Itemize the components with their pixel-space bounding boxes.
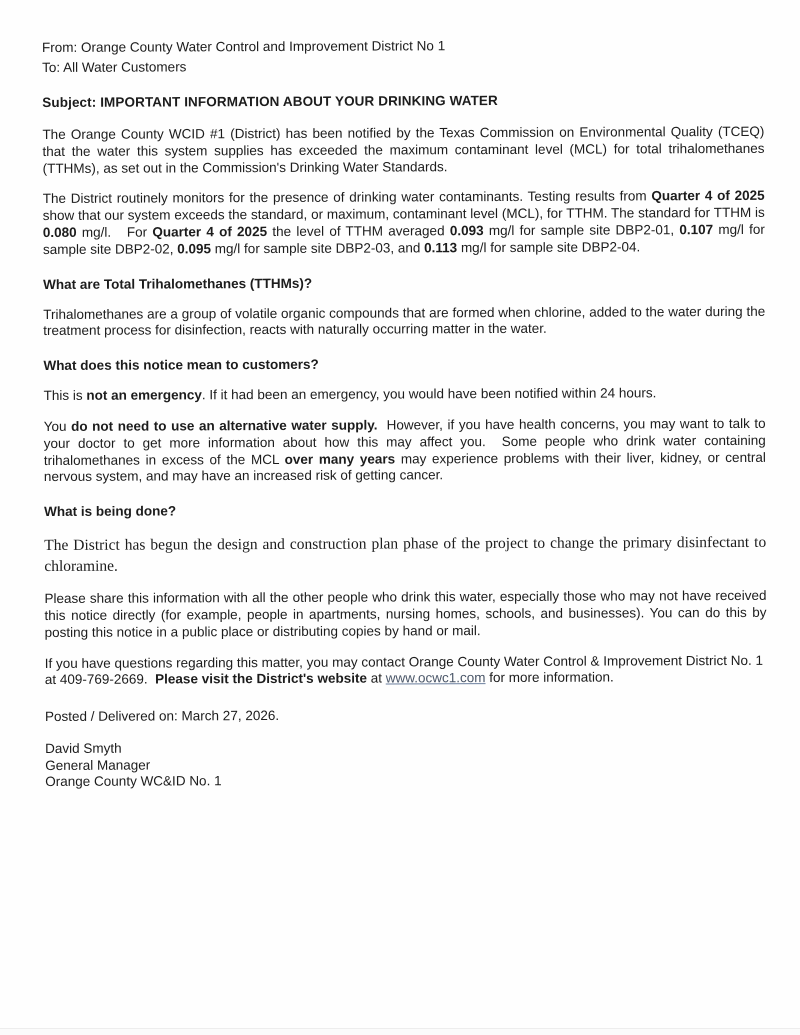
from-line: From: Orange County Water Control and Improvement District No 1 — [42, 38, 446, 55]
heading-notice-meaning: What does this notice mean to customers? — [43, 356, 319, 374]
letter-content — [42, 35, 771, 791]
paragraph-action-taken: The District has begun the design and construction plan phase of the project to change the primary disinfectant to chloramine. — [44, 533, 771, 576]
signature-title: General Manager — [45, 757, 151, 773]
paragraph-contact-info: If you have questions regarding this matter, you may contact Orange County Water Control & Improvement District No. 1 at 409-769-2669. Please visit the District's website at www.ocwc1.com for more information. — [44, 652, 767, 688]
paragraph-not-emergency: This is not an emergency. If it had been an emergency, you would have been notified within 24 hours. — [43, 385, 657, 404]
signature-name: David Smyth — [45, 740, 122, 757]
paragraph-share-info: Please share this information with all the other people who drink this water, especially those who may not have received this notice directly (for example, people in apartments, nursing homes, schools, and businesses). You can do this by posting this notice in a public place or distributing copies by hand or mail. — [44, 587, 771, 640]
posted-date-line: Posted / Delivered on: March 27, 2026. — [44, 708, 280, 725]
paragraph-test-results: The District routinely monitors for the presence of drinking water contaminants. Testing results from Quarter 4 of 2025 show that our system exceeds the standard, or maximum, contaminant level (MCL), for TTHM. The standard for TTHM is 0.080 mg/l. For Quarter 4 of 2025 the level of TTHM averaged 0.093 mg/l for sample site DBP2-01, 0.107 mg/l for sample site DBP2-02, 0.095 mg/l for sample site DBP2-03, and 0.113 mg/l for sample site DBP2-04. — [42, 188, 769, 257]
district-website-link[interactable]: www.ocwc1.com — [385, 670, 486, 686]
paragraph-tthm-definition: Trihalomethanes are a group of volatile organic compounds that are formed when chlorine, added to the water during the treatment process for disinfection, reacts with naturally occurring matter in the water. — [43, 303, 769, 339]
to-line: To: All Water Customers — [42, 59, 187, 75]
heading-what-is-being-done: What is being done? — [44, 503, 177, 520]
signature-org: Orange County WC&ID No. 1 — [45, 773, 222, 790]
subject-line: Subject: IMPORTANT INFORMATION ABOUT YOUR DRINKING WATER — [42, 93, 498, 110]
scan-bottom-strip — [0, 1029, 800, 1035]
paragraph-water-supply: You do not need to use an alternative water supply. However, if you have health concerns, you may want to talk to your doctor to get more information about how this may affect you. Some people who drink water containing trihalomethanes in excess of the MCL over many years may experience problems with their liver, kidney, or central nervous system, and may have an increased risk of getting cancer. — [43, 415, 770, 485]
heading-what-are-tthms: What are Total Trihalomethanes (TTHMs)? — [43, 275, 313, 292]
signature-block — [45, 738, 767, 791]
paragraph-notification: The Orange County WCID #1 (District) has been notified by the Texas Commission on Environmental Quality (TCEQ) that the water this system supplies has exceeded the maximum contaminant level (MCL) for total trihalomethanes (TTHMs), as set out in the Commission's Drinking Water Standards. — [42, 123, 769, 176]
